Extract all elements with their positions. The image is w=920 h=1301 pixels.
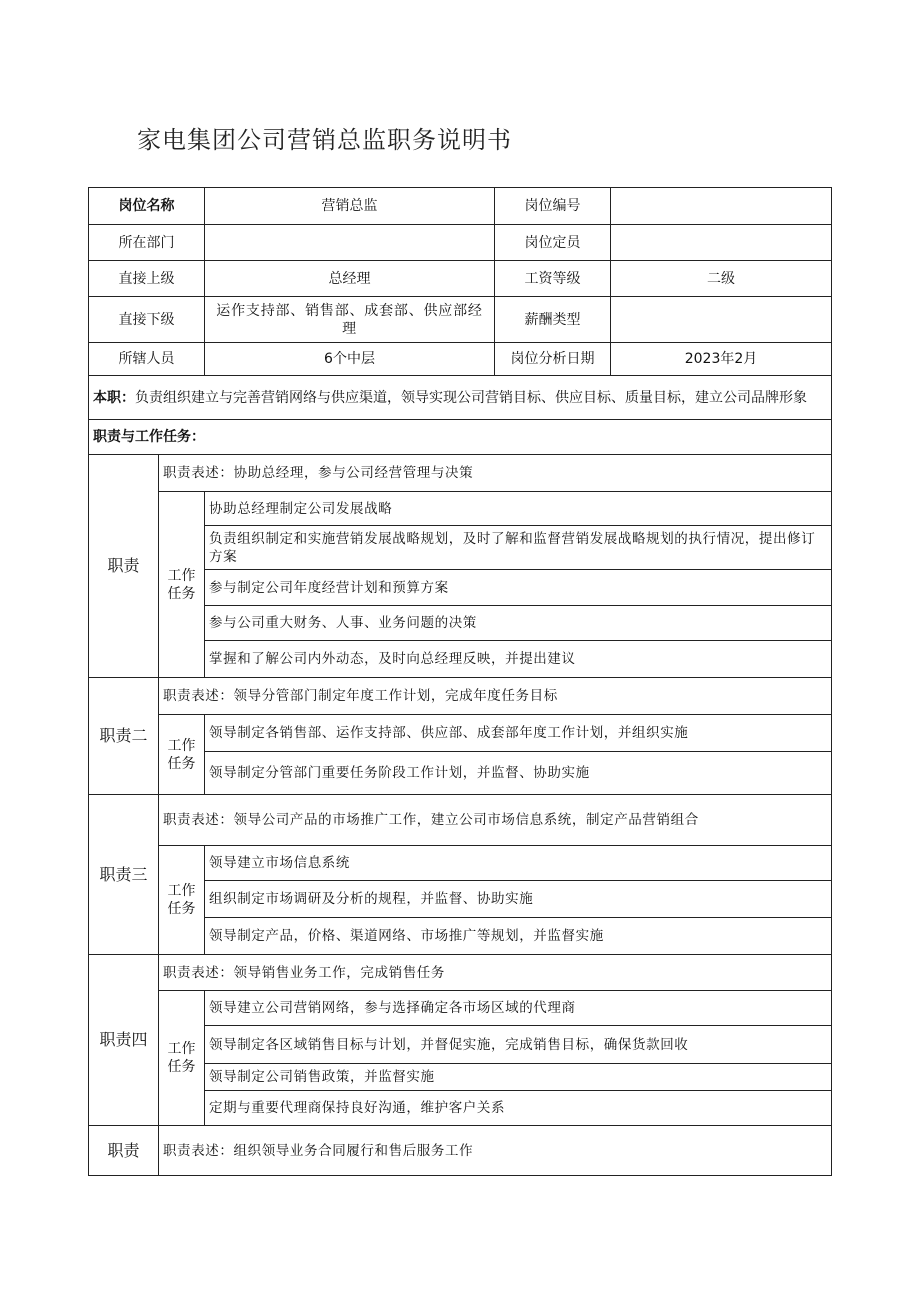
- task-label: 工作任务: [159, 492, 205, 678]
- task-item: 参与制定公司年度经营计划和预算方案: [205, 570, 832, 606]
- task-label: 工作任务: [159, 846, 205, 955]
- responsibility-description: 职责表述：组织领导业务合同履行和售后服务工作: [159, 1126, 832, 1176]
- superior-label: 直接上级: [89, 261, 205, 297]
- responsibility-label: 职责三: [89, 795, 159, 955]
- pay-type-value: [611, 297, 832, 343]
- analysis-date-value: 2023年2月: [611, 343, 832, 376]
- subordinate-value: 运作支持部、销售部、成套部、供应部经理: [205, 297, 495, 343]
- responsibility-description: 职责表述：领导分管部门制定年度工作计划，完成年度任务目标: [159, 678, 832, 715]
- task-item: 定期与重要代理商保持良好沟通，维护客户关系: [205, 1091, 832, 1126]
- task-item: 掌握和了解公司内外动态，及时向总经理反映，并提出建议: [205, 641, 832, 678]
- responsibility-label: 职责: [89, 455, 159, 678]
- position-name-label: 岗位名称: [89, 188, 205, 225]
- responsibility-description: 职责表述：领导销售业务工作，完成销售任务: [159, 955, 832, 991]
- task-item: 领导制定各销售部、运作支持部、供应部、成套部年度工作计划，并组织实施: [205, 715, 832, 752]
- responsibility-label: 职责四: [89, 955, 159, 1126]
- salary-grade-label: 工资等级: [495, 261, 611, 297]
- job-summary-label: 本职：: [93, 389, 135, 406]
- duties-header: 职责与工作任务：: [89, 420, 832, 455]
- task-label: 工作任务: [159, 991, 205, 1126]
- position-name-value: 营销总监: [205, 188, 495, 225]
- staff-label: 所辖人员: [89, 343, 205, 376]
- responsibility-label: 职责: [89, 1126, 159, 1176]
- task-item: 负责组织制定和实施营销发展战略规划，及时了解和监督营销发展战略规划的执行情况，提出修订方案: [205, 526, 832, 570]
- analysis-date-label: 岗位分析日期: [495, 343, 611, 376]
- job-description-table: [88, 187, 832, 1176]
- position-code-label: 岗位编号: [495, 188, 611, 225]
- position-code-value: [611, 188, 832, 225]
- headcount-label: 岗位定员: [495, 225, 611, 261]
- task-item: 领导建立公司营销网络，参与选择确定各市场区域的代理商: [205, 991, 832, 1026]
- superior-value: 总经理: [205, 261, 495, 297]
- task-item: 协助总经理制定公司发展战略: [205, 492, 832, 526]
- department-value: [205, 225, 495, 261]
- job-summary-text: 负责组织建立与完善营销网络与供应渠道，领导实现公司营销目标、供应目标、质量目标，建立公司品牌形象: [135, 389, 807, 406]
- task-item: 领导制定分管部门重要任务阶段工作计划，并监督、协助实施: [205, 752, 832, 795]
- salary-grade-value: 二级: [611, 261, 832, 297]
- task-item: 领导制定产品，价格、渠道网络、市场推广等规划，并监督实施: [205, 918, 832, 955]
- responsibility-description: 职责表述：领导公司产品的市场推广工作，建立公司市场信息系统，制定产品营销组合: [159, 795, 832, 846]
- document-title: 家电集团公司营销总监职务说明书: [137, 126, 512, 154]
- pay-type-label: 薪酬类型: [495, 297, 611, 343]
- department-label: 所在部门: [89, 225, 205, 261]
- task-item: 领导制定各区域销售目标与计划，并督促实施，完成销售目标，确保货款回收: [205, 1026, 832, 1064]
- job-summary: [89, 376, 832, 420]
- headcount-value: [611, 225, 832, 261]
- task-label: 工作任务: [159, 715, 205, 795]
- subordinate-label: 直接下级: [89, 297, 205, 343]
- task-item: 组织制定市场调研及分析的规程，并监督、协助实施: [205, 881, 832, 918]
- task-item: 领导制定公司销售政策，并监督实施: [205, 1064, 832, 1091]
- task-item: 领导建立市场信息系统: [205, 846, 832, 881]
- staff-value: 6个中层: [205, 343, 495, 376]
- responsibility-description: 职责表述：协助总经理，参与公司经营管理与决策: [159, 455, 832, 492]
- task-item: 参与公司重大财务、人事、业务问题的决策: [205, 606, 832, 641]
- responsibility-label: 职责二: [89, 678, 159, 795]
